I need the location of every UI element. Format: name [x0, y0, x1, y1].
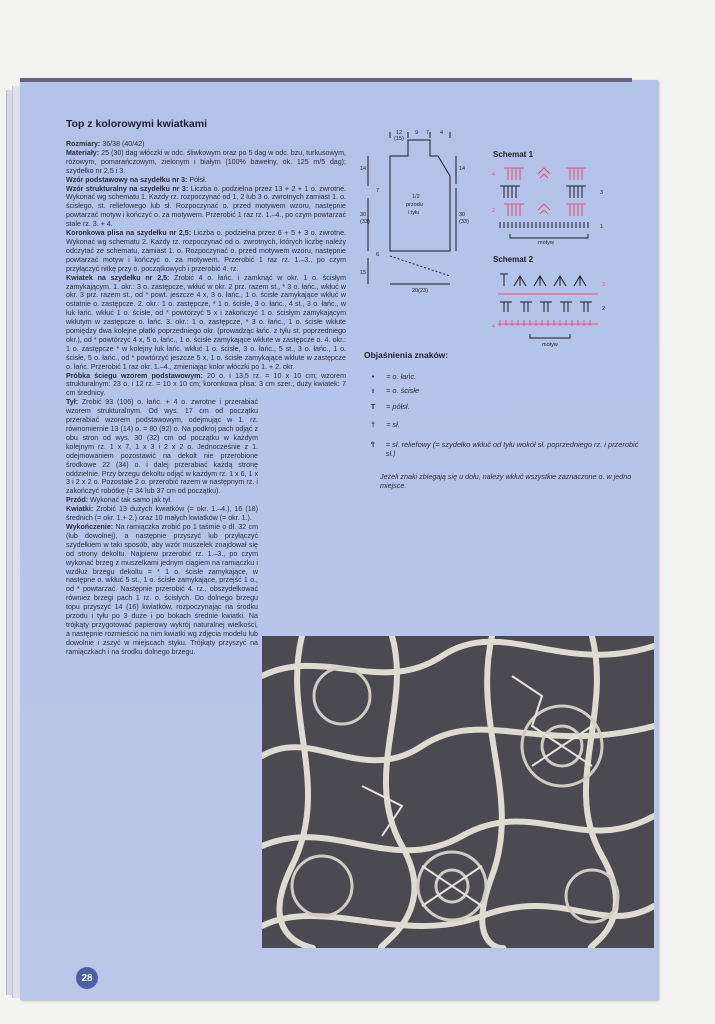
- measure-top-4: 4: [440, 130, 444, 136]
- crochet-lace-photo: [262, 636, 654, 948]
- schema-1-row-left-1: 4: [492, 172, 496, 178]
- instructions-text: [66, 140, 346, 657]
- chain-stitch-icon: •: [371, 372, 375, 381]
- instruction-paragraph: [66, 140, 346, 149]
- paragraph-text: Zrobić 4 o. łańc. i zamknąć w okr. 1 o. ścisłym zamykającym. 1. okr.: 3 o. zastępcze, wkłuć w okr. 2 prz. razem st., * 3 o. łańc., wkłuć w okr. 3 prz. razem st., od * powt. jeszcze 4 x, 3 o. łańc., 1 o. ścisłe zamykające wkłuć w ostatnie o. zastępcze. 2. okr.: 1 o. zastępcze, * 1 o. ścisłe, 3 o. łańc., 4 st., 3 o. łańc., w łuk łańc. wkłuć 1 o. ścisłe, od * powtórzyć 5 x i zakończyć 1 o. ścisłym zamykającym wkłutym w zastępcze o. łańc. 3. okr.: 1 o. zastępcze, * 3 o. łańc., 1 o. ścisłe wkłute pomiędzy dwa kolejne płatki poprzedniego okr. (prowadząc łańc. z tyłu st. poprzedniego okr.), od * powtórzyć 4 x, 5 o. łańc., 1 o. ścisłe zamykające wkłute w zastępcze o. 4. okr.: 1 o. zastępcze * w kolejny łuk łańc. wkłuć 1 o. ścisłe, 3 o. łańc., 5 st., 3 o. łańc., 1 o. ścisłe, 5 o. łańc., od * powtórzyć jeszcze 5 x, 1 o. ścisłe zamykające wkłute w zastępcze o. łańc. Przerobić 1 raz okr. 1.–4., zmieniając kolor włóczki po 1. + 2. okr.: [66, 273, 346, 371]
- instruction-paragraph: [66, 372, 346, 399]
- paragraph-label: Wykończenie:: [66, 522, 114, 531]
- half-double-crochet-icon: T: [370, 402, 376, 411]
- schema-2-repeat: motyw: [542, 342, 558, 348]
- measure-right-1: 14: [459, 166, 466, 172]
- piece-label-2: przodu: [406, 202, 423, 208]
- measure-left-1: 14: [360, 166, 367, 172]
- legend-item: [366, 420, 646, 429]
- legend-text: = sł.: [386, 420, 400, 429]
- paragraph-text: Liczba o. podzielna przez 6 + 5 + 3 o. zwrotne. Wykonać wg schematu 2. Każdy rz. rozpoczynać od o. zwrotnych, których liczbę należy odczytać ze schematu, zamiast 1. o. Rozpoczynać o. przed motywem wzoru, następnie powtarzać motyw i kończyć o. za motywem. Przerobić 1 raz rz. 1.–3., po czym przyłączyć nitkę przy o. początkowych i przerobić 4. rz.: [66, 229, 346, 273]
- schema-2-diagram: [490, 266, 615, 351]
- paragraph-text: 25 (30) dag włóczki w odc. śliwkowym oraz po 5 dag w odc. bzu, turkusowym, różowym, pomarańczowym, zielonym i białym (100% bawełny, ok. 125 m/5 dag); szydełko nr 2,5 i 3.: [66, 148, 346, 175]
- legend-text: = o. łańc.: [386, 372, 417, 381]
- instruction-paragraph: [66, 176, 346, 185]
- page-number: 28: [76, 967, 98, 989]
- legend-text: = półsł.: [386, 402, 410, 411]
- measure-right-2b: (33): [459, 219, 469, 225]
- instruction-paragraph: [66, 523, 258, 657]
- paragraph-text: 20 o. i 13,5 rz. = 10 x 10 cm; wzorem strukturalnym: 23 o. i 12 rz. = 10 x 10 cm; koronkowa plisa: 3 cm szer.; duży kwiatek: 7 cm średnicy.: [66, 371, 346, 398]
- paragraph-label: Wzór strukturalny na szydełku nr 3:: [66, 184, 189, 193]
- page-top-border: [20, 78, 632, 82]
- paragraph-label: Próbka ściegu wzorem podstawowym:: [66, 371, 203, 380]
- article-title: Top z kolorowymi kwiatkami: [66, 118, 208, 130]
- paragraph-label: Rozmiary:: [66, 140, 101, 148]
- measure-right-2: 30: [459, 212, 466, 218]
- schema-1-title: Schemat 1: [493, 150, 534, 159]
- paragraph-text: Liczba o. podzielna przez 13 + 2 + 1 o. zwrotne. Wykonać wg schematu 1. Każdy rz. rozpoczynać od 1, 2 lub 3 o. zwrotnych zamiast 1. o. ścisłego, st. reliefowego lub sł. Rozpoczynać o. przed motywem wzoru, następnie powtarzać motyw i kończyć o. za motywem. Przerobić 1 raz rz. 1.–4., po czym powtarzać stale rz. 3. + 4.: [66, 184, 347, 229]
- relief-stitch-icon: ⫯: [371, 440, 375, 449]
- paragraph-text: 36/38 (40/42): [100, 140, 145, 148]
- schema-2-row-left-1: 4: [492, 324, 496, 330]
- side-mark-2: 6: [376, 252, 380, 258]
- paragraph-label: Kwiatek na szydełku nr 2,5:: [66, 273, 170, 282]
- schema-1-diagram: [490, 160, 615, 250]
- legend-text: = o. ścisłe: [386, 386, 420, 395]
- legend-note: Jeżeli znaki zbiegają się u dołu, należy wkłuć wszystkie zaznaczone o. w jedno miejsce.: [380, 472, 632, 490]
- paragraph-text: Na ramiączka zrobić po 1 taśmie o dł. 32 cm (lub dowolnej), a następnie przyszyć lub przyłączyć szydełkiem w taki sposób, aby wzór muszelek znajdował się od strony dekoltu. Najpierw przerobić rz. 1.–3., po czym wykonać brzeg z muszelkami jednym ciągiem na ramiączku i wzdłuż brzegu dekoltu = * 1 o. ścisłe zamykające, w następne o. wkłuć 5 st., 1 o. ścisłe zamykające, przejść 1 o., od * powtarzać. Następnie przerobić 4. rz., obszydełkować również brzegi pach 1 rz. o. ścisłych. Do dolnego brzegu topu przyszyć 14 (16) kwiatków, rozpoczynając na środku przodu i tyłu po 3 duże i po bokach średnie kwiatki. Na trójkąty przygotować papierowy wykrój naturalnej wielkości, a następnie rozmieścić na nim kwiatki wg zdjęcia modelu lub dowolnie i zszyć w miejscach styku. Trójkąty przyszyć na ramiączkach i na środku dolnego brzegu.: [66, 522, 258, 656]
- schema-1-repeat: motyw: [538, 240, 554, 246]
- legend-item: [366, 440, 646, 458]
- paragraph-text: Wykonać tak samo jak tył.: [88, 496, 172, 505]
- schema-1-row-right-1: 3: [600, 190, 604, 196]
- paragraph-label: Przód:: [66, 496, 89, 505]
- double-crochet-icon: †: [370, 420, 376, 429]
- schema-2-title: Schemat 2: [493, 255, 534, 264]
- instruction-paragraph: [66, 274, 346, 372]
- measure-left-3: 15: [360, 270, 367, 276]
- lace-illustration: [262, 636, 654, 948]
- measure-bottom: 20(23): [412, 288, 428, 294]
- measure-top-1: 12: [396, 130, 403, 136]
- garment-schematic: [360, 126, 470, 296]
- schema-2-row-right-2: 2: [602, 306, 606, 312]
- paragraph-label: Koronkowa plisa na szydełku nr 2,5:: [66, 229, 192, 238]
- side-mark-1: 7: [376, 188, 380, 194]
- instruction-paragraph: [66, 185, 346, 230]
- paragraph-label: Tył:: [66, 398, 79, 407]
- paragraph-text: Zrobić 13 dużych kwiatków (= okr. 1.–4.), 16 (18) średnich (= okr. 1.+ 2.) oraz 10 małych kwiatków (= okr. 1.).: [66, 505, 258, 523]
- paragraph-label: Kwiatki:: [66, 505, 94, 514]
- piece-label-1: 1/2: [412, 194, 420, 200]
- instruction-paragraph: [66, 149, 346, 176]
- piece-label-3: i tyłu: [408, 210, 420, 216]
- paragraph-text: Półsł.: [187, 175, 207, 184]
- schema-2-row-right-1: 3: [602, 282, 606, 288]
- schema-1-row-left-2: 2: [492, 208, 496, 214]
- legend-title: Objaśnienia znaków:: [364, 350, 449, 360]
- measure-left-2: 30: [360, 212, 367, 218]
- legend-item: [366, 372, 646, 381]
- slip-stitch-icon: ı: [371, 386, 375, 395]
- legend-text: = sł. reliefowy (= szydełko wkłuć od tyłu wokół sł. poprzedniego rz. i przerobić sł.): [385, 440, 639, 458]
- instruction-paragraph: [66, 398, 258, 496]
- legend-item: [366, 402, 646, 411]
- paragraph-label: Materiały:: [66, 148, 100, 157]
- measure-top-1b: (15): [394, 136, 404, 142]
- instruction-paragraph: [66, 496, 258, 505]
- garment-outline: [390, 140, 450, 251]
- instruction-paragraph: [66, 229, 346, 274]
- legend-item: [366, 386, 646, 395]
- measure-top-3: 7: [426, 130, 430, 136]
- schema-1-row-right-2: 1: [600, 224, 604, 230]
- instructions-column: [66, 118, 346, 657]
- paragraph-text: Zrobić 93 (106) o. łańc. + 4 o. zwrotne i przerabiać wzorem strukturalnym. Od wys. 17 cm od początku przerabiać wzorem podstawowym, odejmując w 1. rz. równomiernie 13 (14) o. = 80 (92) o. Na podkroj pach odjąć z obu stron od wys. 30 (32) cm od początku w każdym kolejnym rz. 1 x 7, 1 x 3 i 2 x 2 o. Jednocześnie z 1. odejmowaniem pozostawić na dekolt nie przerobione środkowe 22 (34) o. i dalej przerabiać każdą stronę oddzielnie. Przy brzegu dekoltu odjąć w każdym rz. 1 x 6, 1 x 3 i 2 x 2 o. Pozostałe 2 o. przerobić razem w następnym rz. i zakończyć robótkę (= 34 lub 37 cm od początku).: [66, 398, 258, 496]
- paragraph-label: Wzór podstawowy na szydełku nr 3:: [66, 175, 188, 184]
- measure-top-2: 9: [415, 130, 419, 136]
- instruction-paragraph: [66, 505, 258, 523]
- measure-left-2b: (33): [360, 219, 370, 225]
